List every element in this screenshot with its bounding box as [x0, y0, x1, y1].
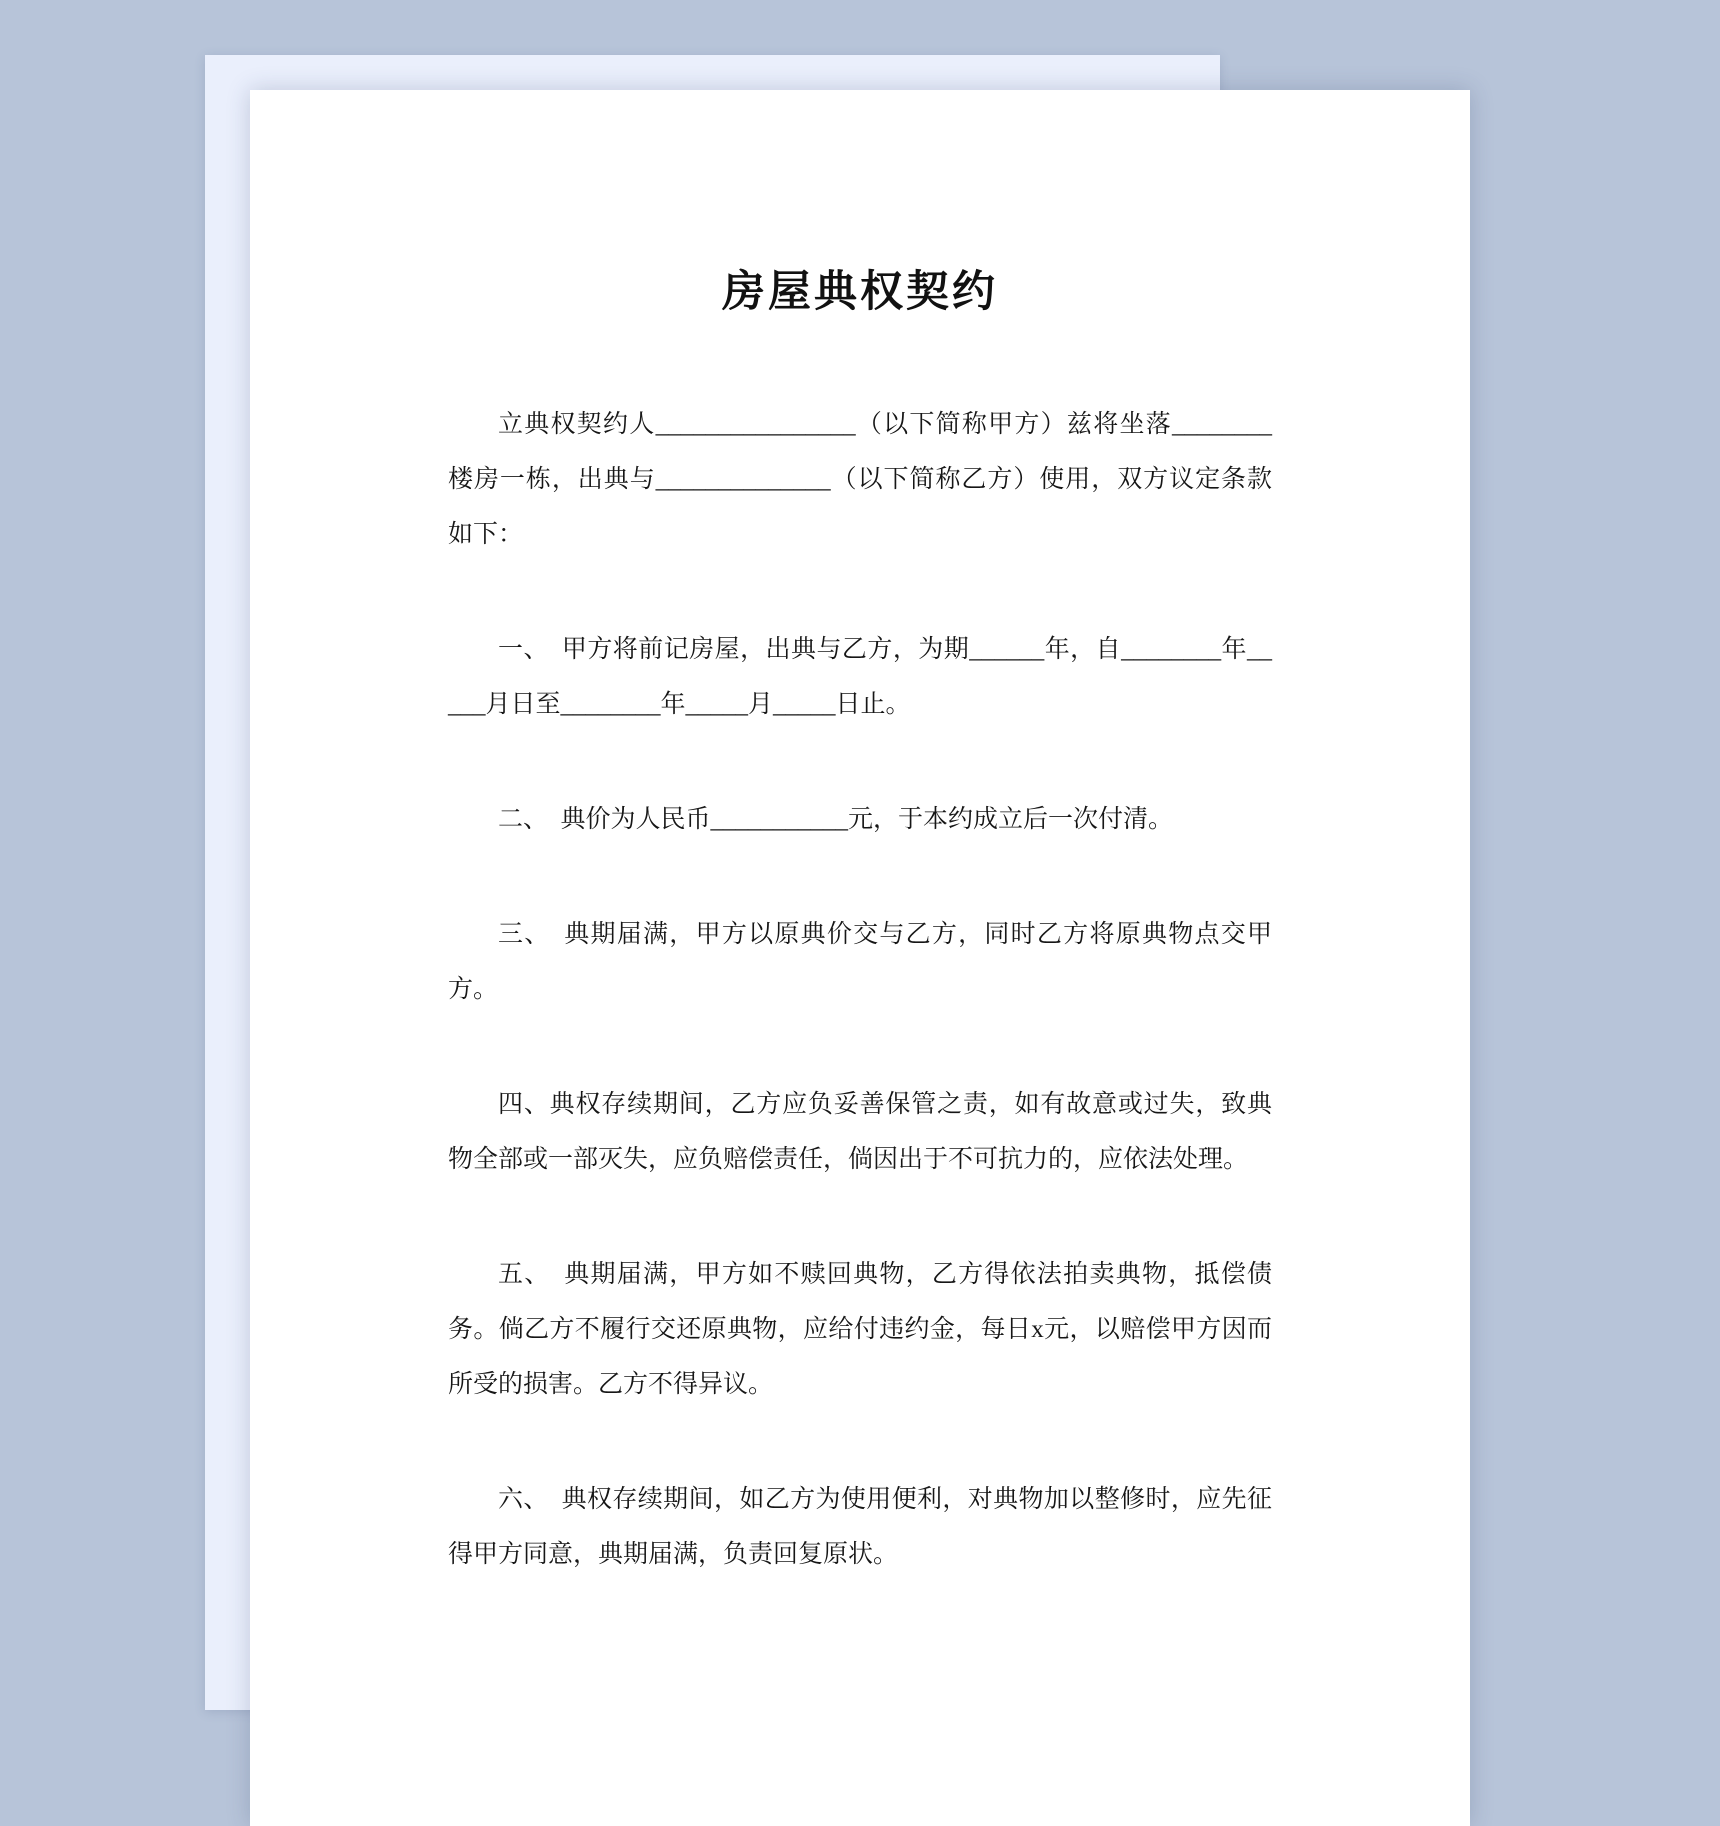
clause-6: 六、 典权存续期间，如乙方为使用便利，对典物加以整修时，应先征得甲方同意，典期届满，负责回复原状。 — [448, 1486, 1272, 1568]
clause-4: 四、典权存续期间，乙方应负妥善保管之责，如有故意或过失，致典物全部或一部灭失，应负赔偿责任，倘因出于不可抗力的，应依法处理。 — [448, 1091, 1272, 1173]
document-page — [250, 90, 1470, 1826]
preamble-paragraph: 立典权契约人________________（以下简称甲方）兹将坐落________楼房一栋，出典与______________（以下简称乙方）使用，双方议定条款如下： — [448, 411, 1272, 548]
document-body — [448, 397, 1272, 1582]
clause-2: 二、 典价为人民币___________元，于本约成立后一次付清。 — [498, 806, 1174, 833]
document-title: 房屋典权契约 — [722, 268, 998, 316]
clause-3: 三、 典期届满，甲方以原典价交与乙方，同时乙方将原典物点交甲方。 — [448, 921, 1272, 1003]
clause-1: 一、 甲方将前记房屋，出典与乙方，为期______年，自________年_____月日至________年_____月_____日止。 — [448, 636, 1272, 718]
clause-5: 五、 典期届满，甲方如不赎回典物，乙方得依法拍卖典物，抵偿债务。倘乙方不履行交还原典物，应给付违约金，每日x元，以赔偿甲方因而所受的损害。乙方不得异议。 — [448, 1261, 1272, 1398]
